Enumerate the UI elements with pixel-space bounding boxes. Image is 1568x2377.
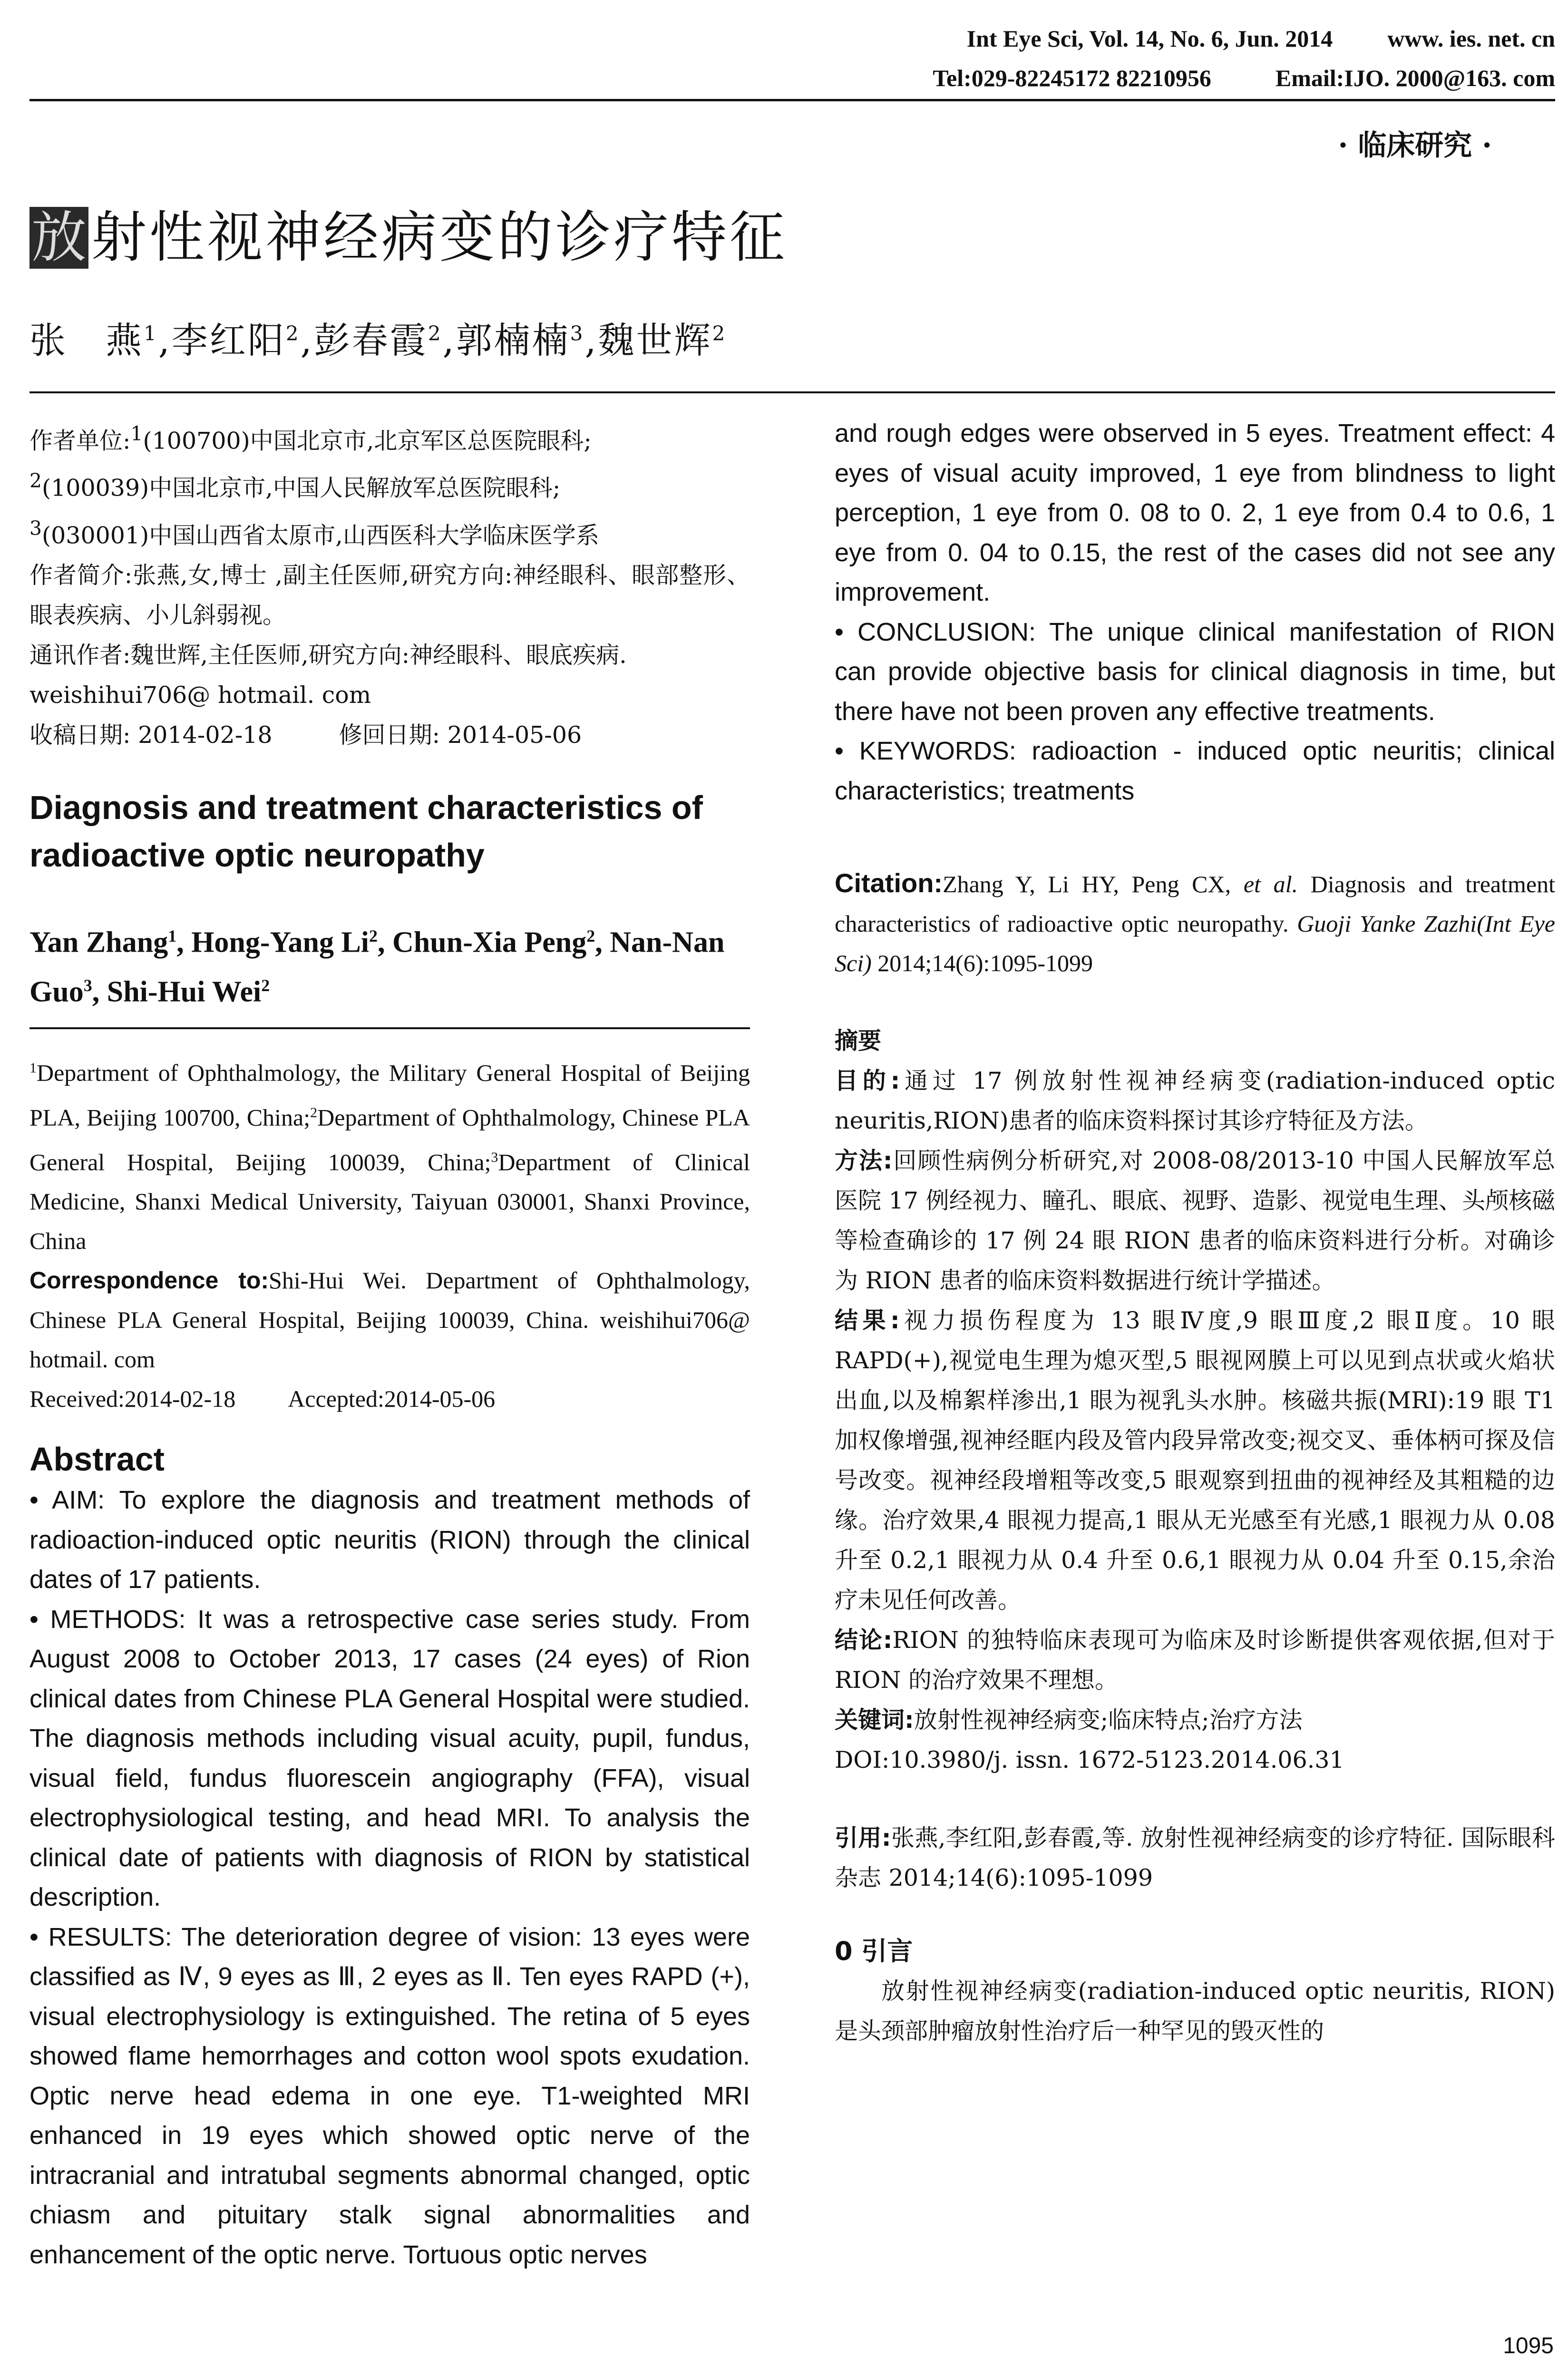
title-rest: 射性视神经病变的诊疗特征 (91, 205, 788, 270)
en-author-sup: 1 (168, 926, 177, 945)
aff-text: (030001)中国山西省太原市,山西医科大学临床医学系 (41, 521, 599, 549)
doi[interactable]: DOI:10.3980/j. issn. 1672-5123.2014.06.31 (835, 1746, 1344, 1773)
received-date: 收稿日期: 2014-02-18 (29, 721, 273, 749)
citation-label: Citation: (835, 868, 943, 898)
title-first-char: 放 (29, 207, 88, 269)
cn-methods-text: 回顾性病例分析研究,对 2008-08/2013-10 中国人民解放军总医院 17 例经视力、瞳孔、眼底、视野、造影、视觉电生理、头颅核磁等检查确诊的 17 例 24 眼 RION 患者的临床资料进行分析。对确诊为 RION 患者的临床资料数据进行统计学描述。 (835, 1147, 1555, 1294)
en-author: Nan-Nan Guo (29, 926, 725, 1008)
aff-sup: 2 (29, 469, 42, 493)
cn-author-sup: 3 (570, 321, 585, 345)
right-column (835, 414, 1555, 2051)
en-author-sup: 2 (369, 926, 378, 945)
cn-keywords-label: 关键词: (835, 1706, 914, 1734)
cn-author: 张 燕 (29, 319, 144, 361)
author-intro: 作者简介:张燕,女,博士 ,副主任医师,研究方向:神经眼科、眼部整形、眼表疾病、小儿斜弱视。 (29, 561, 750, 629)
cn-author-list: 张 燕$^1$,李红阳$^2$,彭春霞$^2$,郭楠楠$^3$,魏世辉$^2$ (29, 319, 727, 361)
cn-citation-text: 张燕,李红阳,彭春霞,等. 放射性视神经病变的诊疗特征. 国际眼科杂志 2014;14(6):1095-1099 (835, 1824, 1555, 1891)
authors-rule (29, 391, 1555, 393)
en-received: Received:2014-02-18 (29, 1385, 236, 1413)
cn-aim-text: 通过 17 例放射性视神经病变(radiation-induced optic neuritis,RION)患者的临床资料探讨其诊疗特征及方法。 (835, 1067, 1555, 1134)
results-label: • RESULTS: (29, 1922, 172, 1951)
citation-text: 2014;14(6):1095-1099 (871, 950, 1093, 976)
en-author-sup: 2 (261, 975, 270, 995)
cn-author: 彭春霞 (313, 319, 428, 361)
cn-author: 李红阳 (171, 319, 286, 361)
en-abstract-cont (835, 414, 1555, 811)
journal-website[interactable]: www. ies. net. cn (1387, 25, 1555, 52)
left-column (29, 414, 750, 2275)
aff-text: (100039)中国北京市,中国人民解放军总医院眼科; (41, 474, 561, 502)
aff-sup: 2 (310, 1104, 318, 1120)
journal-header (967, 25, 1555, 52)
aff-text: Department of Clinical Medicine, Shanxi Medical University, Taiyuan 030001, Shanxi Province, China (29, 1149, 750, 1255)
aff-text: Department of Ophthalmology, Chinese PLA General Hospital, Beijing 100039, China; (29, 1104, 750, 1176)
conclusion-text: The unique clinical manifestation of RION can provide objective basis for clinical diagnosis in time, but there have not been proven any effective treatments. (835, 617, 1555, 726)
cn-methods-label: 方法: (835, 1147, 893, 1174)
en-author: Yan Zhang (29, 926, 168, 959)
correspondence-label: Correspondence to: (29, 1267, 269, 1294)
cn-citation-label: 引用: (835, 1824, 891, 1851)
journal-email[interactable]: Email:IJO. 2000@163. com (1275, 65, 1555, 91)
section-label: · 临床研究 · (1338, 129, 1492, 162)
cn-author: 魏世辉 (598, 319, 712, 361)
conclusion-label: • CONCLUSION: (835, 617, 1036, 646)
journal-citation: Int Eye Sci, Vol. 14, No. 6, Jun. 2014 (966, 25, 1333, 52)
en-author-list: Yan Zhang$^1$, Hong-Yang Li$^2$, Chun-Xia Peng$^2$, Nan-Nan Guo$^3$, Shi-Hui Wei$^2$ (29, 926, 725, 1008)
en-author: Hong-Yang Li (191, 926, 370, 959)
en-article-title: Diagnosis and treatment characteristics of radioactive optic neuropathy (29, 789, 703, 874)
methods-text: It was a retrospective case series study. From August 2008 to October 2013, 17 cases (24 eyes) of Rion clinical dates from Chinese PLA General Hospital were studied. The diagnosis methods including visual acuity, pupil, fundus, visual field, fundus fluorescein angiography (FFA), visual electrophysiological testing, and head MRI. To analysis the clinical date of patients with diagnosis of RION by statistical description. (29, 1605, 750, 1912)
intro-text: 放射性视神经病变(radiation-induced optic neuritis, RION)是头颈部肿瘤放射性治疗后一种罕见的毁灭性的 (835, 1978, 1555, 2045)
cn-results-label: 结果: (835, 1307, 900, 1334)
revised-date: 修回日期: 2014-05-06 (339, 721, 582, 749)
intro-heading: 0 引言 (835, 1936, 913, 1966)
cn-citation (835, 1818, 1555, 1898)
citation-text: Zhang Y, Li HY, Peng CX, (943, 871, 1244, 897)
cn-conclusion-label: 结论: (835, 1627, 893, 1654)
results-text: The deterioration degree of vision: 13 eyes were classified as Ⅳ, 9 eyes as Ⅲ, 2 eyes as Ⅱ. Ten eyes RAPD (+), visual electrophysiology is extinguished. The retina of 5 eyes showed flame hemorrhages and cotton wool spots exudation. Optic nerve head edema in one eye. T1-weighted MRI enhanced in 19 eyes which showed optic nerve of the intracranial and intratubal segments abnormal changed, optic chiasm and pituitary stalk signal abnormalities and enhancement of the optic nerve. Tortuous optic nerves (29, 1922, 750, 2269)
page-number: 1095 (1503, 2333, 1554, 2358)
header-rule (29, 99, 1555, 101)
en-author-sup: 3 (83, 975, 92, 995)
aim-text: To explore the diagnosis and treatment methods of radioaction-induced optic neuritis (RION) through the clinical dates of 17 patients. (29, 1486, 750, 1594)
introduction (835, 1931, 1555, 2051)
citation-text: Diagnosis and treatment characteristics of radioactive optic neuropathy. (835, 871, 1555, 937)
cn-author-sup: 2 (712, 321, 727, 345)
en-author-sup: 2 (586, 926, 595, 945)
abstract-heading: Abstract (29, 1441, 165, 1478)
en-author: Chun-Xia Peng (392, 926, 587, 959)
cn-keywords-text: 放射性视神经病变;临床特点;治疗方法 (914, 1706, 1303, 1734)
aim-label: • AIM: (29, 1486, 105, 1515)
aff-sup: 3 (491, 1149, 498, 1165)
journal-tel: Tel:029-82245172 82210956 (933, 65, 1211, 91)
aff-sup: 1 (29, 1060, 37, 1076)
cn-aim-label: 目的: (835, 1067, 900, 1094)
aff-label: 作者单位: (29, 427, 131, 455)
en-accepted: Accepted:2014-05-06 (288, 1385, 496, 1413)
correspondence-text: Shi-Hui Wei. Department of Ophthalmology, Chinese PLA General Hospital, Beijing 100039, China. weishihui706@ hotmail. com (29, 1267, 750, 1373)
methods-label: • METHODS: (29, 1605, 186, 1634)
citation (835, 863, 1555, 983)
contact-header (933, 64, 1555, 92)
cn-author-sup: 2 (285, 321, 301, 345)
citation-journal: Guoji Yanke Zazhi(Int Eye Sci) (835, 910, 1555, 976)
cn-abstract-heading: 摘要 (835, 1027, 882, 1054)
cn-author-sup: 1 (144, 321, 158, 345)
aff-sup: 1 (130, 422, 143, 445)
en-author: Shi-Hui Wei (107, 975, 262, 1008)
cn-author-sup: 2 (428, 321, 443, 345)
keywords-text: radioaction - induced optic neuritis; clinical characteristics; treatments (835, 737, 1555, 805)
aff-text: Department of Ophthalmology, the Military General Hospital of Beijing PLA, Beijing 100700, China; (29, 1059, 750, 1131)
cn-results-text: 视力损伤程度为 13 眼Ⅳ度,9 眼Ⅲ度,2 眼Ⅱ度。10 眼 RAPD(+),视觉电生理为熄灭型,5 眼视网膜上可以见到点状或火焰状出血,以及棉絮样渗出,1 眼为视乳头水肿。核磁共振(MRI):19 眼 T1 加权像增强,视神经眶内段及管内段异常改变;视交叉、垂体柄可探及信号改变。视神经段增粗等改变,5 眼观察到扭曲的视神经及其粗糙的边缘。治疗效果,4 眼视力提高,1 眼从无光感至有光感,1 眼视力从 0.08 升至 0.2,1 眼视力从 0.4 升至 0.6,1 眼视力从 0.04 升至 0.15,余治疗未见任何改善。 (835, 1307, 1555, 1614)
results-cont: and rough edges were observed in 5 eyes. Treatment effect: 4 eyes of visual acuity improved, 1 eye from blindness to light perception, 1 eye from 0. 08 to 0. 2, 1 eye from 0.4 to 0.6, 1 eye from 0. 04 to 0.15, the rest of the cases did not see any improvement. (835, 419, 1555, 606)
aff-text: (100700)中国北京市,北京军区总医院眼科; (143, 427, 592, 455)
en-abstract (29, 1481, 750, 2275)
corresponding-email[interactable]: weishihui706@ hotmail. com (29, 681, 371, 709)
article-title (29, 205, 788, 271)
cn-author: 郭楠楠 (456, 319, 570, 361)
keywords-label: • KEYWORDS: (835, 737, 1016, 765)
cn-conclusion-text: RION 的独特临床表现可为临床及时诊断提供客观依据,但对于 RION 的治疗效果不理想。 (835, 1627, 1555, 1694)
en-affiliations (29, 1048, 750, 1419)
citation-etal: et al. (1243, 871, 1298, 897)
cn-abstract (835, 1021, 1555, 1780)
corresponding-author: 通讯作者:魏世辉,主任医师,研究方向:神经眼科、眼底疾病. (29, 641, 627, 669)
aff-sup: 3 (29, 516, 42, 540)
cn-affiliations (29, 414, 750, 755)
